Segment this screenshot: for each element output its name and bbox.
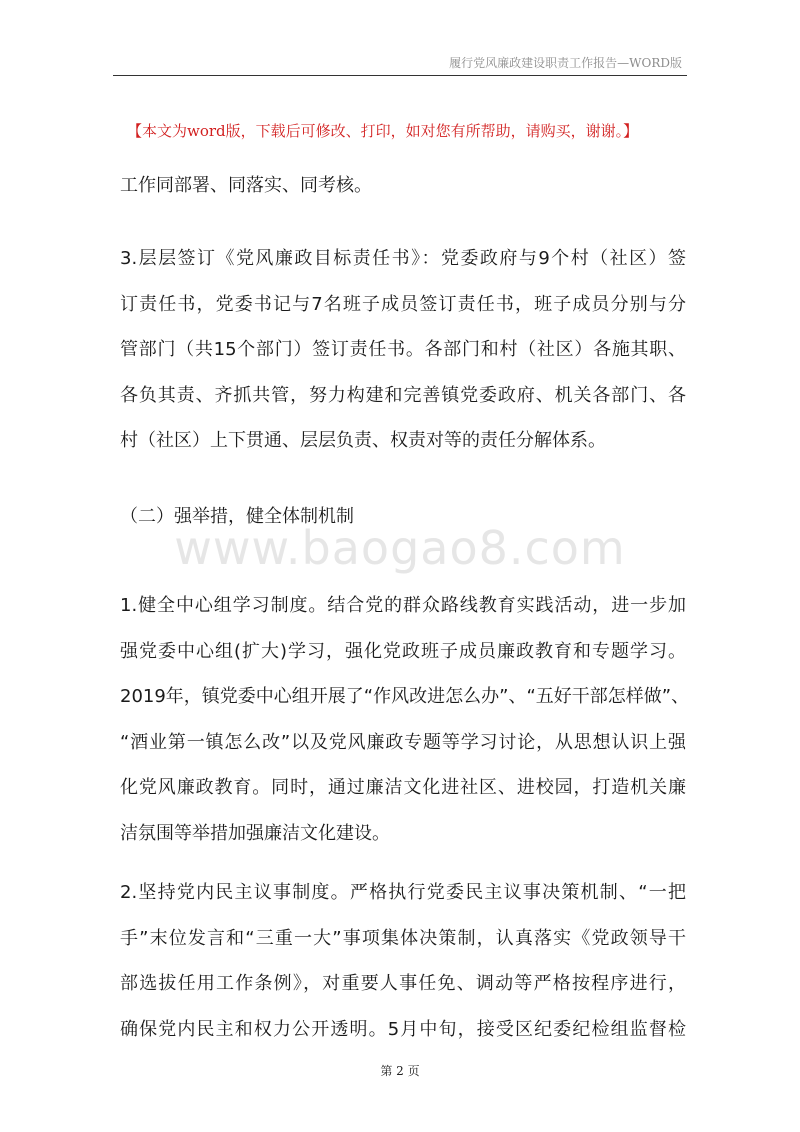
text-line: 手”末位发言和“三重一大”事项集体决策制，认真落实《党政领导干 [120,927,686,949]
text-line: 订责任书，党委书记与7名班子成员签订责任书，班子成员分别与分 [120,293,686,315]
section-heading [120,494,686,540]
text-line: （二）强举措，健全体制机制 [120,506,354,527]
paragraph-continuation [120,163,686,209]
text-line: 2019年，镇党委中心组开展了“作风改进怎么办”、“五好干部怎样做”、 [120,686,690,708]
header-divider [113,75,687,76]
text-line: 强党委中心组(扩大)学习，强化党政班子成员廉政教育和专题学习。 [120,640,686,662]
paragraph-item-1 [120,583,690,857]
purchase-notice: 【本文为word版，下载后可修改、打印，如对您有所帮助，请购买，谢谢。】 [127,122,639,140]
text-line: 3.层层签订《党风廉政目标责任书》：党委政府与9个村（社区）签 [120,248,686,269]
text-line: 2.坚持党内民主议事制度。严格执行党委民主议事决策机制、“一把 [120,882,686,903]
text-line: 部选拔任用工作条例》，对重要人事任免、调动等严格按程序进行， [120,973,686,995]
page-number: 第 2 页 [380,1064,420,1078]
text-line: 确保党内民主和权力公开透明。5月中旬，接受区纪委纪检组监督检 [120,1018,686,1040]
text-line: 化党风廉政教育。同时，通过廉洁文化进社区、进校园，打造机关廉 [120,777,686,799]
text-line: 1.健全中心组学习制度。结合党的群众路线教育实践活动，进一步加 [120,595,686,616]
paragraph-item-3 [120,236,686,464]
paragraph-item-2 [120,870,686,1052]
text-line: “酒业第一镇怎么改”以及党风廉政专题等学习讨论，从思想认识上强 [120,731,686,753]
text-line: 管部门（共15个部门）签订责任书。各部门和村（社区）各施其职、 [120,339,686,361]
watermark: www.baogao8.com [174,521,626,575]
text-line: 洁氛围等举措加强廉洁文化建设。 [120,822,390,844]
text-line: 各负其责、齐抓共管，努力构建和完善镇党委政府、机关各部门、各 [120,384,686,406]
text-line: 村（社区）上下贯通、层层负责、权责对等的责任分解体系。 [120,430,606,452]
header-title: 履行党风廉政建设职责工作报告—WORD版 [449,56,682,70]
text-line: 工作同部署、同落实、同考核。 [120,175,372,196]
